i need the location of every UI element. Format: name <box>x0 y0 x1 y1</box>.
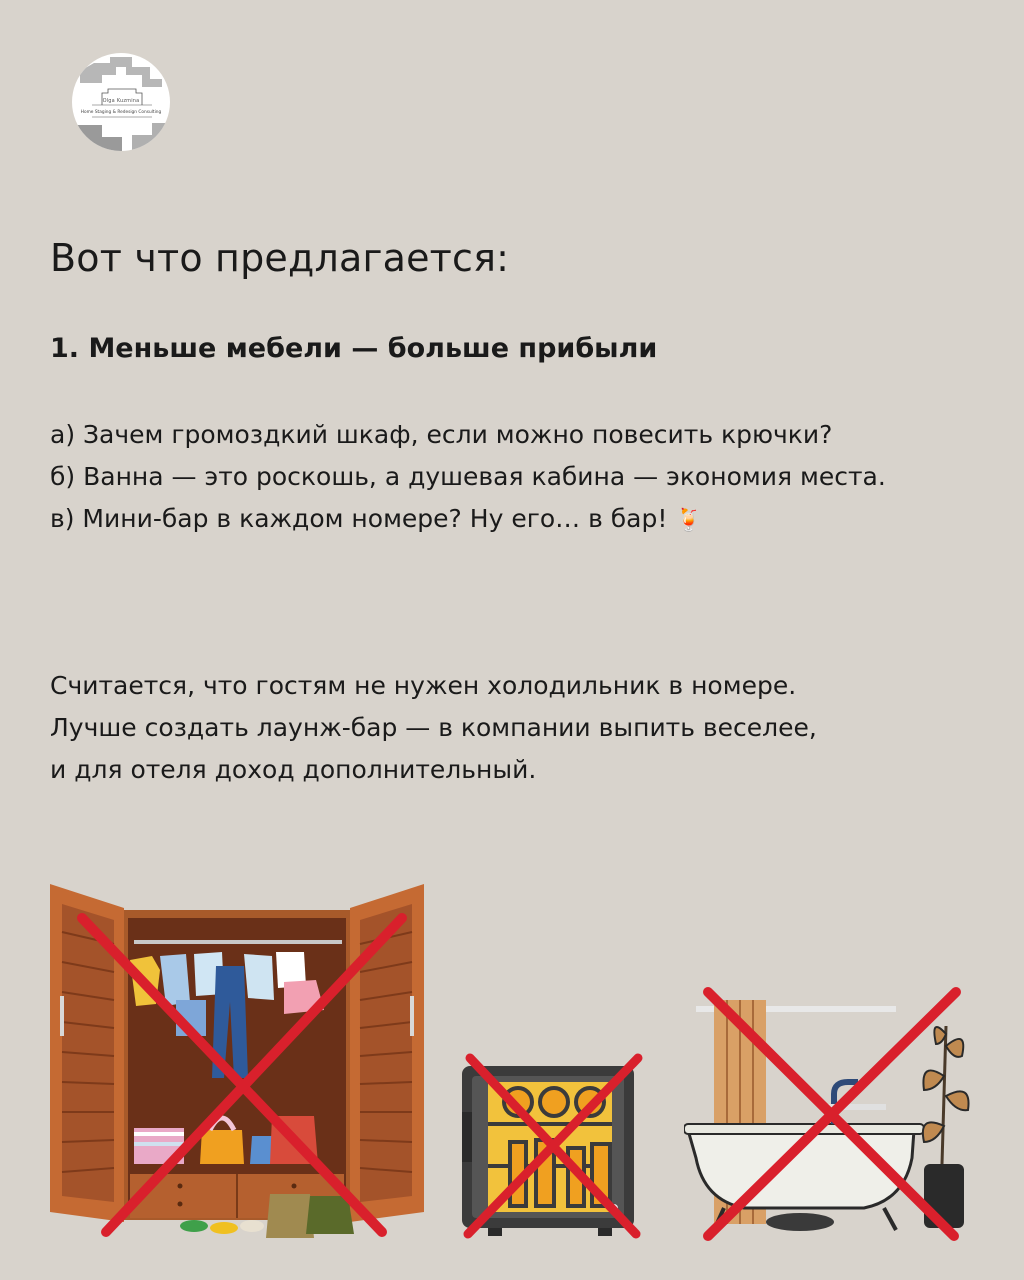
brand-logo <box>72 53 170 151</box>
points-list <box>50 414 980 542</box>
explanation-paragraph <box>50 665 1010 791</box>
point-c <box>50 498 980 542</box>
paragraph-line-3: и для отеля доход дополнительный. <box>50 755 537 784</box>
cocktail-emoji-icon: 🍹 <box>675 508 703 533</box>
point-c-text: в) Мини-бар в каждом номере? Ну его… в бар! <box>50 504 668 533</box>
paragraph-line-2: Лучше создать лаунж-бар — в компании выпить веселее, <box>50 713 817 742</box>
logo-brand-name: Olga Kuzmina <box>102 98 140 104</box>
point-b: б) Ванна — это роскошь, а душевая кабина — экономия места. <box>50 462 886 491</box>
bathtub-icon <box>684 986 984 1244</box>
paragraph-line-1: Считается, что гостям не нужен холодильник в номере. <box>50 671 797 700</box>
page-heading: Вот что предлагается: <box>50 236 510 280</box>
wardrobe-icon <box>48 882 428 1244</box>
minibar-fridge-icon <box>458 1052 648 1242</box>
logo-tagline: Home Staging & Redesign Consulting <box>80 110 162 115</box>
section-title: 1. Меньше мебели — больше прибыли <box>50 333 658 364</box>
point-a: а) Зачем громоздкий шкаф, если можно повесить крючки? <box>50 420 833 449</box>
